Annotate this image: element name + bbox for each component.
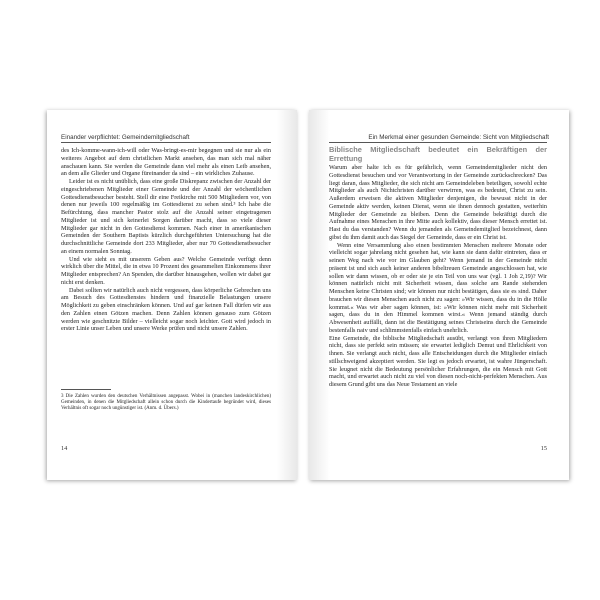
paragraph: Dabei sollten wir natürlich auch nicht vergessen, dass körperliche Gebrechen uns am Besuch des Gottesdienstes hindern und finanzielle Belastungen unsere Möglichkeit zu geben einschränken können. Und auf gar keinen Fall dürfen wir aus den Zahlen einen Götzen machen. Denn Zahlen können genauso zum Götzen werden wie geschnitzte Bilder – vielleicht sogar noch leichter. Gott wird jedoch in erster Linie unser Leben und unsere Werke prüfen und nicht unsere Zahlen. <box>61 286 271 333</box>
page-body <box>61 147 271 333</box>
paragraph: Leider ist es nicht unüblich, dass eine große Diskrepanz zwischen der Anzahl der eingeschriebenen Mitglieder einer Gemeinde und der Anzahl der wöchentlichen Gottesdienstbesucher besteht. Stell dir eine Freikirche mit 500 Mitgliedern vor, von denen nur jeweils 100 regelmäßig im Gottesdienst zu sehen sind.³ Ich habe die Befürchtung, dass mancher Pastor stolz auf die Anzahl seiner eingetragenen Mitglieder ist und sich keinerlei Sorgen darüber macht, dass so viele dieser Mitglieder gar nicht in den Gottesdienst kommen. Nach einer in amerikanischen Gemeinden der Southern Baptists kürzlich durchgeführten Untersuchung hat die durchschnittliche Gemeinde dort 233 Mitglieder, aber nur 70 Gottesdienstbesucher an einem normalen Sonntag. <box>61 178 271 255</box>
footnote-rule <box>61 389 111 390</box>
paragraph: Warum aber halte ich es für gefährlich, wenn Gemeindemitglieder nicht den Gottesdienst besuchen und vor Verantwortung in der Gemeinde zurückschrecken? Das liegt daran, dass Mitglieder, die sich nicht am Gemeindeleben beteiligen, sowohl echte Mitglieder als auch Nichtchristen darüber verwirren, was es bedeutet, Christ zu sein. Außerdem erweisen die aktiven Mitglieder denjenigen, die bewusst nicht in der Gemeinde aktiv werden, keinen Dienst, wenn sie ihnen dennoch gestatten, weiterhin Mitglieder der Gemeinde zu bleiben. Denn die Gemeinde bekräftigt durch die Aufnahme eines Menschen in ihre Mitte auch kollektiv, dass dieser Mensch errettet ist. Hast du das verstanden? Wenn du jemanden als Gemeindemitglied bezeichnest, dann gibst du ihm damit auch das Siegel der Gemeinde, dass er ein Christ ist. <box>329 164 547 241</box>
header-rule <box>61 142 271 143</box>
page-number: 15 <box>540 445 547 452</box>
page-body <box>329 146 547 389</box>
paragraph: Wenn eine Versammlung also einen bestimmten Menschen mehrere Monate oder vielleicht sogar jahrelang nicht gesehen hat, wie kann sie dann dafür eintreten, dass er seinen Weg nach wie vor im Glauben geht? Wenn jemand in der Gemeinde nicht präsent ist und sich auch keiner anderen bibeltreuen Gemeinde angeschlossen hat, wie sollen wir dann wissen, ob er oder sie je ein Teil von uns war (vgl. 1 Joh 2,19)? Wir können natürlich nicht mit Sicherheit wissen, dass solche am Rande stehenden Menschen keine Christen sind; wir können nur nicht bestätigen, dass sie es sind. Daher brauchen wir diesen Menschen auch nicht zu sagen: »Wir wissen, dass du in die Hölle kommst.« Was wir aber sagen können, ist: »Wir können nicht mehr mit Sicherheit sagen, dass du in den Himmel kommen wirst.« Wenn jemand ständig durch Abwesenheit auffällt, dann ist die Bestätigung seines Christseins durch die Gemeinde bestenfalls naiv und schlimmstenfalls einfach unehrlich. <box>329 241 547 334</box>
running-head: Einander verpflichtet: Gemeindemitgliedschaft <box>61 134 190 141</box>
running-head: Ein Merkmal einer gesunden Gemeinde: Sicht von Mitgliedschaft <box>368 134 549 141</box>
paragraph: Und wie sieht es mit unserem Geben aus? Welche Gemeinde verfügt denn wirklich über die Mittel, die in etwa 10 Prozent des gesammelten Einkommens ihrer Mitglieder entsprechen? An Spenden, die darüber hinausgehen, wollen wir dabei gar nicht erst denken. <box>61 255 271 286</box>
right-page <box>309 110 569 480</box>
page-number: 14 <box>61 445 68 452</box>
footnote: 3 Die Zahlen wurden den deutschen Verhältnissen angepasst. Wobei in (manchen landeskirchlichen) Gemeinden, in denen die Mitgliedschaft allein schon durch die Kindertaufe begründet wird, dieses Verhältnis oft sogar noch ungünstiger ist. (Anm. d. Übers.) <box>61 394 271 412</box>
section-title: Biblische Mitgliedschaft bedeutet ein Bekräftigen der Errettung <box>329 145 547 163</box>
book-spread <box>47 110 569 480</box>
paragraph: Eine Gemeinde, die biblische Mitgliedschaft ausübt, verlangt von ihren Mitgliedern nicht, dass sie perfekt sein müssen; sie erwartet lediglich Demut und Ehrlichkeit von ihnen. Sie verlangt auch nicht, dass alle Entscheidungen durch die Mitglieder einfach stillschweigend akzeptiert werden. Sie legt es jedoch erwartet, ist wahre Jüngerschaft. Sie leugnet nicht die Bedeutung persönlicher Erfahrungen, die ein Mensch mit Gott macht, und erwartet auch nicht zu viel von diesen noch-nicht-perfekten Menschen. Aus diesem Grund gibt uns das Neue Testament an viele <box>329 334 547 389</box>
left-page <box>47 110 297 480</box>
paragraph: des Ich-komme-wann-ich-will oder Was-bringt-es-mir begegnen und sie nur als ein weiteres Angebot auf dem christlichen Markt ansehen, das man sich mal näher anschauen kann. Sie werden die Gemeinde dann viel mehr als einen Leib ansehen, an dem alle Glieder und Organe füreinander da sind – ein wirkliches Zuhause. <box>61 147 271 178</box>
header-rule <box>329 142 547 143</box>
